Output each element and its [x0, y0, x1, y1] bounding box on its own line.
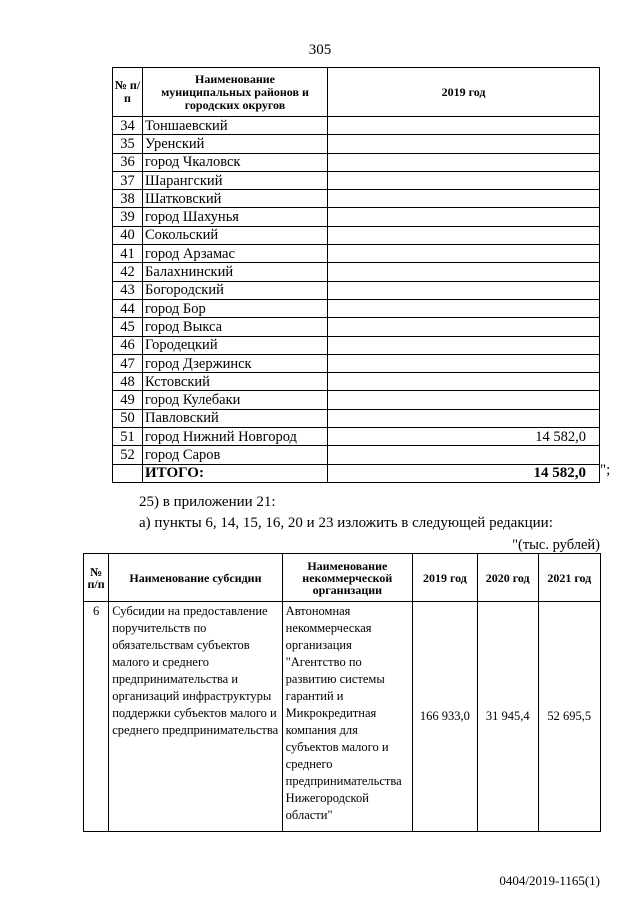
table-row — [113, 299, 600, 317]
page-number: 305 — [308, 42, 332, 58]
row-num: 49 — [113, 391, 143, 409]
row-num: 36 — [113, 153, 143, 171]
row-num: 51 — [113, 428, 143, 446]
subsidy-name: Субсидии на предоставление поручительств по обязательствам субъектов малого и среднего предпринимательства и организаций инфраструктуры поддержки субъектов малого и среднего предпринимательства — [109, 602, 282, 832]
municipal-table — [112, 67, 600, 483]
row-num: 37 — [113, 171, 143, 189]
row-municipality: Шатковский — [143, 190, 328, 208]
row-municipality: Павловский — [143, 409, 328, 427]
table-row — [113, 208, 600, 226]
row-value — [328, 336, 600, 354]
row-municipality: город Саров — [143, 446, 328, 464]
row-num: 38 — [113, 190, 143, 208]
row-municipality: город Шахунья — [143, 208, 328, 226]
header-num: № п/п — [113, 68, 143, 117]
table-row — [113, 391, 600, 409]
row-value — [328, 153, 600, 171]
table-row — [113, 354, 600, 372]
row-value — [328, 281, 600, 299]
table-row — [113, 117, 600, 135]
row-num: 41 — [113, 245, 143, 263]
table-row — [113, 135, 600, 153]
row-municipality: город Чкаловск — [143, 153, 328, 171]
row-value — [328, 446, 600, 464]
row-municipality: город Нижний Новгород — [143, 428, 328, 446]
table-row — [113, 336, 600, 354]
table-row — [113, 263, 600, 281]
value-2019: 166 933,0 — [412, 602, 477, 832]
row-value — [328, 226, 600, 244]
row-municipality: город Арзамас — [143, 245, 328, 263]
row-value: 14 582,0 — [328, 428, 600, 446]
table-row — [113, 245, 600, 263]
header-year-2020: 2020 год — [477, 554, 538, 602]
row-municipality: Богородский — [143, 281, 328, 299]
row-value — [328, 190, 600, 208]
paragraph-appendix: 25) в приложении 21: — [139, 494, 276, 510]
row-num: 39 — [113, 208, 143, 226]
row-value — [328, 299, 600, 317]
table-row — [113, 171, 600, 189]
row-value — [328, 245, 600, 263]
total-label: ИТОГО: — [143, 464, 328, 482]
table-row — [113, 153, 600, 171]
table-row — [113, 318, 600, 336]
row-municipality: Сокольский — [143, 226, 328, 244]
row-value — [328, 208, 600, 226]
row-municipality: город Бор — [143, 299, 328, 317]
paragraph-points: а) пункты 6, 14, 15, 16, 20 и 23 изложить в следующей редакции: — [139, 515, 553, 531]
row-value — [328, 263, 600, 281]
table-row — [113, 373, 600, 391]
value-2021: 52 695,5 — [538, 602, 600, 832]
row-municipality: город Дзержинск — [143, 354, 328, 372]
header-num: № п/п — [84, 554, 109, 602]
table-row — [113, 281, 600, 299]
row-municipality: город Выкса — [143, 318, 328, 336]
organization-name: Автономная некоммерческая организация "Агентство по развитию системы гарантий и Микрокредитная компания для субъектов малого и среднего предпринимательства Нижегородской области" — [282, 602, 412, 832]
row-num: 42 — [113, 263, 143, 281]
row-value — [328, 135, 600, 153]
table-row — [113, 409, 600, 427]
table-row — [113, 226, 600, 244]
row-municipality: Шарангский — [143, 171, 328, 189]
row-value — [328, 354, 600, 372]
row-value — [328, 117, 600, 135]
row-value — [328, 391, 600, 409]
row-num: 44 — [113, 299, 143, 317]
row-municipality: Уренский — [143, 135, 328, 153]
subsidy-table — [83, 553, 601, 832]
row-num: 34 — [113, 117, 143, 135]
row-num: 50 — [113, 409, 143, 427]
header-year-2021: 2021 год — [538, 554, 600, 602]
table-row — [113, 446, 600, 464]
row-num: 43 — [113, 281, 143, 299]
row-num: 52 — [113, 446, 143, 464]
subsidy-row — [84, 602, 601, 832]
row-municipality: Городецкий — [143, 336, 328, 354]
total-value: 14 582,0 — [328, 464, 600, 482]
row-municipality: Тоншаевский — [143, 117, 328, 135]
closing-quote: "; — [600, 462, 611, 478]
row-num: 35 — [113, 135, 143, 153]
value-2020: 31 945,4 — [477, 602, 538, 832]
row-num: 6 — [84, 602, 109, 832]
header-year-2019: 2019 год — [412, 554, 477, 602]
table-row — [113, 428, 600, 446]
row-municipality: Балахнинский — [143, 263, 328, 281]
header-subsidy: Наименование субсидии — [109, 554, 282, 602]
row-num: 45 — [113, 318, 143, 336]
row-num: 47 — [113, 354, 143, 372]
header-organization: Наименование некоммерческой организации — [282, 554, 412, 602]
row-municipality: город Кулебаки — [143, 391, 328, 409]
table-row — [113, 190, 600, 208]
row-value — [328, 171, 600, 189]
row-value — [328, 373, 600, 391]
total-row — [113, 464, 600, 482]
row-num: 46 — [113, 336, 143, 354]
row-value — [328, 318, 600, 336]
row-municipality: Кстовский — [143, 373, 328, 391]
row-num: 40 — [113, 226, 143, 244]
header-year-2019: 2019 год — [328, 68, 600, 117]
row-value — [328, 409, 600, 427]
header-municipality: Наименование муниципальных районов и городских округов — [143, 68, 328, 117]
document-code: 0404/2019-1165(1) — [499, 873, 600, 888]
units-label: "(тыс. рублей) — [512, 537, 600, 553]
row-num: 48 — [113, 373, 143, 391]
